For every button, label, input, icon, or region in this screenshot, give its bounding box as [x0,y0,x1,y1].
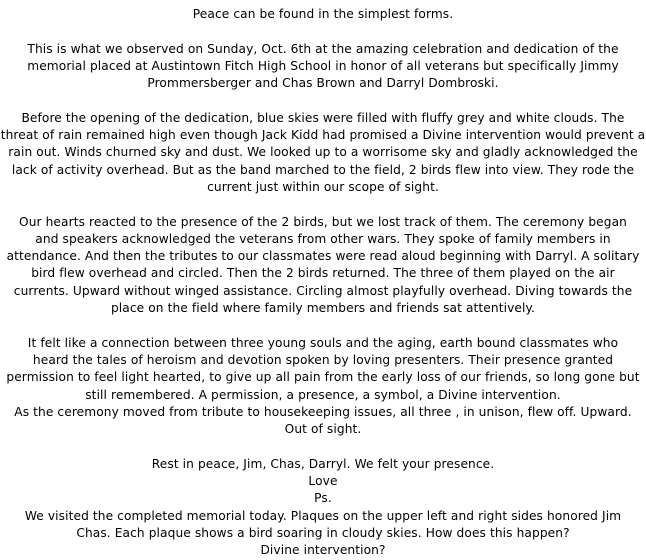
text-line: Before the opening of the dedication, blue skies were filled with fluffy grey and white clouds. The [21,110,625,125]
paragraph-sky [0,110,646,196]
paragraph-spacer [0,23,646,40]
closing-line: Rest in peace, Jim, Chas, Darryl. We felt your presence. [151,456,495,471]
closing-line: Ps. [314,491,332,506]
paragraph-observation [0,41,646,93]
paragraph-connection [0,335,646,439]
paragraph-spacer [0,438,646,455]
text-line: rain out. Winds churned sky and dust. We looked up to a worrisome sky and gladly acknowledged the [8,145,638,160]
closing-line: We visited the completed memorial today. Plaques on the upper left and right sides honored Jim [24,508,622,523]
paragraph-ceremony [0,214,646,318]
text-line: and speakers acknowledged the veterans from other wars. They spoke of family members in [35,231,611,246]
text-line: still remembered. A permission, a presence, a symbol, a Divine intervention. [85,387,561,402]
text-line: lack of activity overhead. But as the band marched to the field, 2 birds flew into view. They rode the [11,162,635,177]
text-line: memorial placed at Austintown Fitch High School in honor of all veterans but specifically Jimmy [27,58,619,73]
text-line: threat of rain remained high even though Jack Kidd had promised a Divine intervention would prevent a [0,128,646,143]
text-line: permission to feel light hearted, to give up all pain from the early loss of our friends, so long gone but [6,370,640,385]
text-line: attendance. And then the tributes to our classmates were read aloud beginning with Darryl. A solitary [6,249,640,264]
text-line: This is what we observed on Sunday, Oct. 6th at the amazing celebration and dedication of the [27,41,619,56]
text-line: Prommersberger and Chas Brown and Darryl Dombroski. [147,76,499,91]
text-line: place on the field where family members and friends sat attentively. [110,301,536,316]
text-line: Out of sight. [284,422,362,437]
paragraph-spacer [0,196,646,213]
closing-line: Love [308,474,338,489]
closing-section [0,456,646,560]
text-line: It felt like a connection between three young souls and the aging, earth bound classmates who [27,335,619,350]
text-line: heard the tales of heroism and devotion spoken by loving presenters. Their presence granted [32,352,614,367]
text-line: As the ceremony moved from tribute to housekeeping issues, all three , in unison, flew off. Upward. [14,404,632,419]
opening-line: Peace can be found in the simplest forms. [192,7,454,21]
text-line: Our hearts reacted to the presence of the 2 birds, but we lost track of them. The ceremony began [19,214,627,229]
text-line: currents. Upward without winged assistance. Circling almost playfully overhead. Diving towards the [13,283,633,298]
paragraph-spacer [0,317,646,334]
text-line: bird flew overhead and circled. Then the 2 birds returned. The three of them played on the air [31,266,615,281]
paragraph-spacer [0,92,646,109]
closing-line: Chas. Each plaque shows a bird soaring in cloudy skies. How does this happen? [76,525,570,540]
closing-line: Divine intervention? [260,543,386,558]
text-line: current just within our scope of sight. [207,179,439,194]
